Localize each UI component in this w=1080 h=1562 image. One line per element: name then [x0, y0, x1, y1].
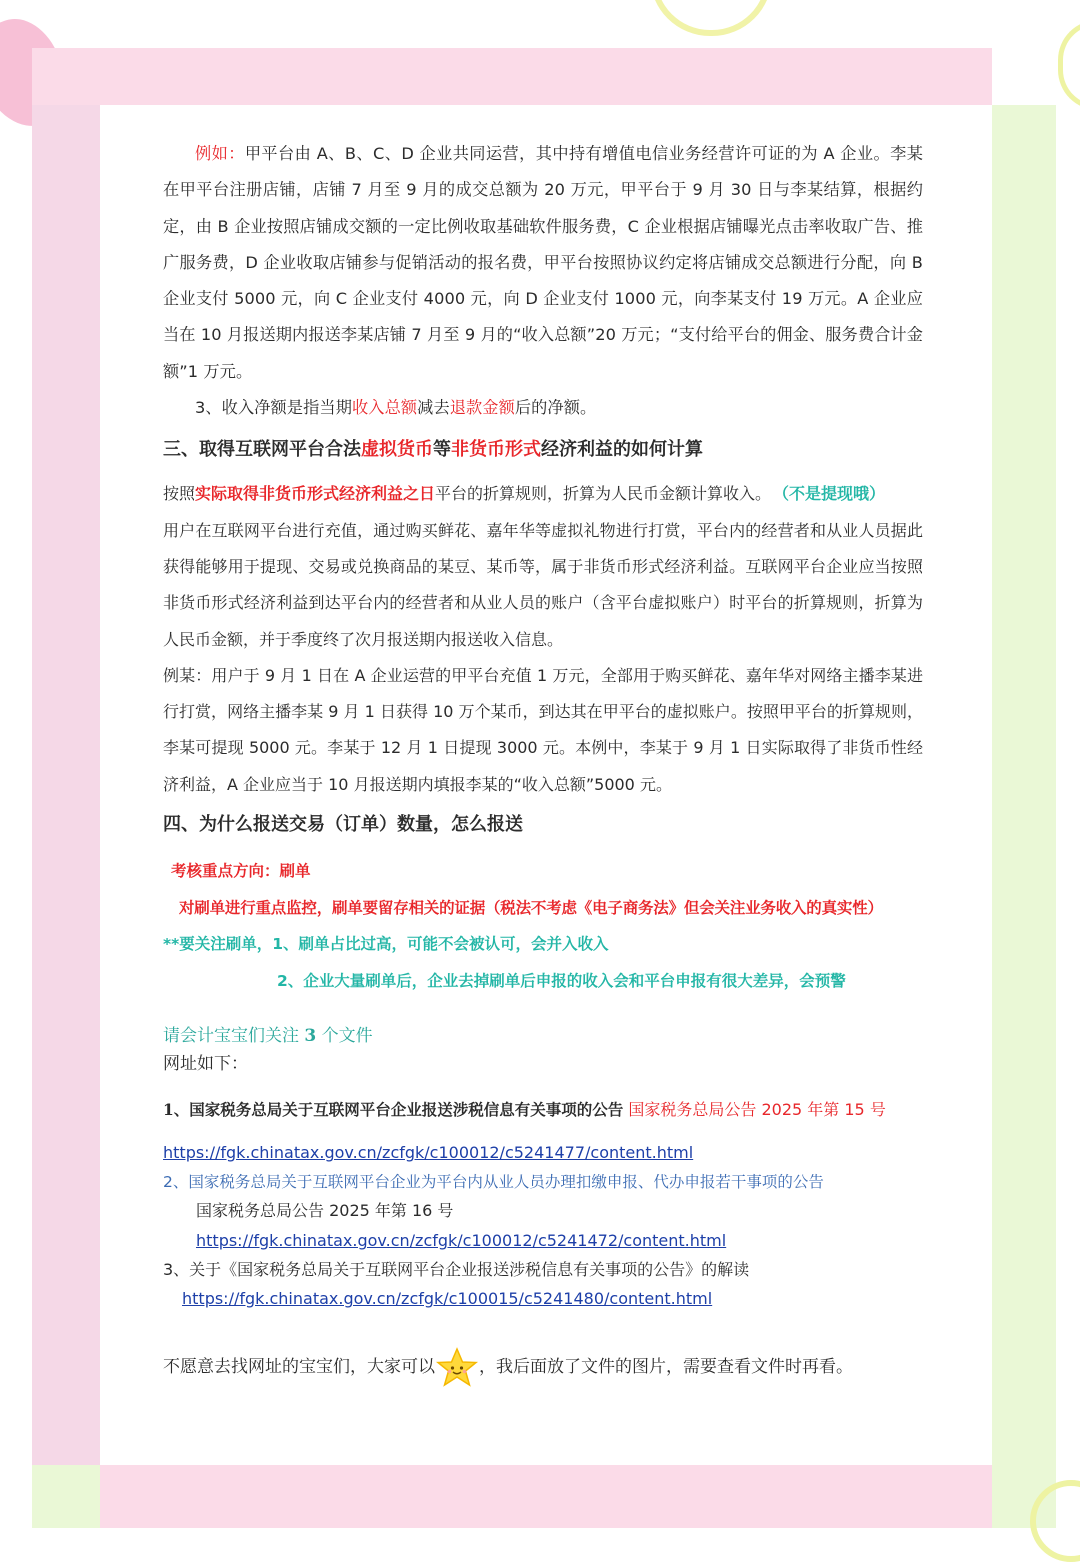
file-1-link-line: [163, 1139, 923, 1167]
section-3-example: 例某：用户于 9 月 1 日在 A 企业运营的甲平台充值 1 万元，全部用于购买鲜花、嘉年华对网络主播李某进行打赏，网络主播李某 9 月 1 日获得 10 万个某币，到达其在甲平台的虚拟账户。按照甲平台的折算规则，李某可提现 5000 元。李某于 12 月 1 日提现 3000 元。本例中，李某于 9 月 1 日实际取得了非货币性经济利益，A 企业应当于 10 月报送期内填报李某的“收入总额”5000 元。: [163, 665, 923, 794]
frame-bottom-pink: [100, 1465, 992, 1528]
section-4-heading: 四、为什么报送交易（订单）数量，怎么报送: [163, 814, 523, 836]
focus-direction: 考核重点方向：刷单: [171, 862, 311, 881]
file-3-link[interactable]: https://fgk.chinatax.gov.cn/zcfgk/c100015/c5241480/content.html: [182, 1289, 713, 1309]
file-2-link-line: [196, 1227, 923, 1255]
net-income-prefix: 3、收入净额是指当期: [195, 398, 352, 418]
file-1-link[interactable]: https://fgk.chinatax.gov.cn/zcfgk/c100012/c5241477/content.html: [163, 1143, 694, 1163]
section-3-heading: [163, 436, 923, 464]
net-income-item: [163, 390, 923, 426]
file-3-link-line: [182, 1285, 923, 1313]
files-intro-prefix: 请会计宝宝们关注: [163, 1026, 305, 1047]
section-3-rule: [163, 476, 923, 512]
rule-prefix: 按照: [163, 484, 196, 504]
net-income-mid: 减去: [417, 398, 450, 418]
rule-mid: 平台的折算规则，折算为人民币金额计算收入。: [435, 484, 772, 504]
file-2-link[interactable]: https://fgk.chinatax.gov.cn/zcfgk/c100012/c5241472/content.html: [196, 1231, 727, 1251]
file-2-title: 2、国家税务总局关于互联网平台企业为平台内从业人员办理扣缴申报、代办申报若干事项的公告: [163, 1173, 824, 1192]
frame-green: [992, 105, 1056, 1528]
closing-suffix: ，我后面放了文件的图片，需要查看文件时再看。: [479, 1357, 853, 1378]
brush-note-1: **要关注刷单，1、刷单占比过高，可能不会被认可，会并入收入: [163, 935, 609, 954]
net-income-suffix: 后的净额。: [514, 398, 597, 418]
file-3-title: 3、关于《国家税务总局关于互联网平台企业报送涉税信息有关事项的公告》的解读: [163, 1260, 750, 1280]
section-3-heading-red2: 非货币形式: [451, 439, 541, 461]
section-3-heading-prefix: 三、取得互联网平台合法: [163, 439, 361, 461]
section-3-heading-red1: 虚拟货币: [361, 439, 433, 461]
rule-red: 实际取得非货币形式经济利益之日: [195, 484, 436, 504]
example-paragraph: [163, 136, 923, 390]
files-intro-suffix: 个文件: [316, 1026, 373, 1047]
swirl-decoration-top: [650, 0, 772, 36]
swirl-decoration-right: [1058, 20, 1080, 110]
file-1: [163, 1095, 923, 1125]
url-label: 网址如下：: [163, 1054, 248, 1075]
brush-note-2: 2、企业大量刷单后，企业去掉刷单后申报的收入会和平台申报有很大差异，会预警: [277, 971, 846, 990]
files-intro: [163, 1021, 923, 1051]
section-3-heading-mid: 等: [433, 439, 451, 461]
example-label: 例如：: [195, 144, 245, 163]
frame-bottom-green: [32, 1465, 100, 1528]
closing-note: [163, 1345, 923, 1390]
star-emoji-icon: [435, 1346, 479, 1390]
net-income-red2: 退款金额: [449, 398, 515, 418]
file-1-number: 国家税务总局公告 2025 年第 15 号: [628, 1100, 886, 1120]
section-3-explanation: 用户在互联网平台进行充值，通过购买鲜花、嘉年华等虚拟礼物进行打赏，平台内的经营者和从业人员据此获得能够用于提现、交易或兑换商品的某豆、某币等，属于非货币形式经济利益。互联网平台企业应当按照非货币形式经济利益到达平台内的经营者和从业人员的账户（含平台虚拟账户）时平台的折算规则，折算为人民币金额，并于季度终了次月报送期内报送收入信息。: [163, 520, 923, 649]
rule-teal-note: （不是提现哦）: [781, 484, 886, 504]
file-1-title: 1、国家税务总局关于互联网平台企业报送涉税信息有关事项的公告: [163, 1100, 624, 1120]
files-intro-number: 3: [304, 1026, 317, 1047]
document-body: [163, 136, 923, 1390]
monitor-note: 对刷单进行重点监控，刷单要留存相关的证据（税法不考虑《电子商务法》但会关注业务收入的真实性）: [179, 898, 883, 917]
file-2-number: 国家税务总局公告 2025 年第 16 号: [196, 1201, 454, 1221]
closing-prefix: 不愿意去找网址的宝宝们，大家可以: [163, 1357, 435, 1378]
section-3-heading-suffix: 经济利益的如何计算: [541, 439, 703, 461]
net-income-red1: 收入总额: [352, 398, 418, 418]
example-text: 甲平台由 A、B、C、D 企业共同运营，其中持有增值电信业务经营许可证的为 A 企业。李某在甲平台注册店铺，店铺 7 月至 9 月的成交总额为 20 万元，甲平台于 9 月 30 日与李某结算，根据约定，由 B 企业按照店铺成交额的一定比例收取基础软件服务费，C 企业根据店铺曝光点击率收取广告、推广服务费，D 企业收取店铺参与促销活动的报名费，甲平台按照协议约定将店铺成交总额进行分配，向 B 企业支付 5000 元，向 C 企业支付 4000 元，向 D 企业支付 1000 元，向李某支付 19 万元。A 企业应当在 10 月报送期内报送李某店铺 7 月至 9 月的“收入总额”20 万元；“支付给平台的佣金、服务费合计金额”1 万元。: [163, 144, 923, 381]
frame-left-strip: [32, 105, 100, 1528]
